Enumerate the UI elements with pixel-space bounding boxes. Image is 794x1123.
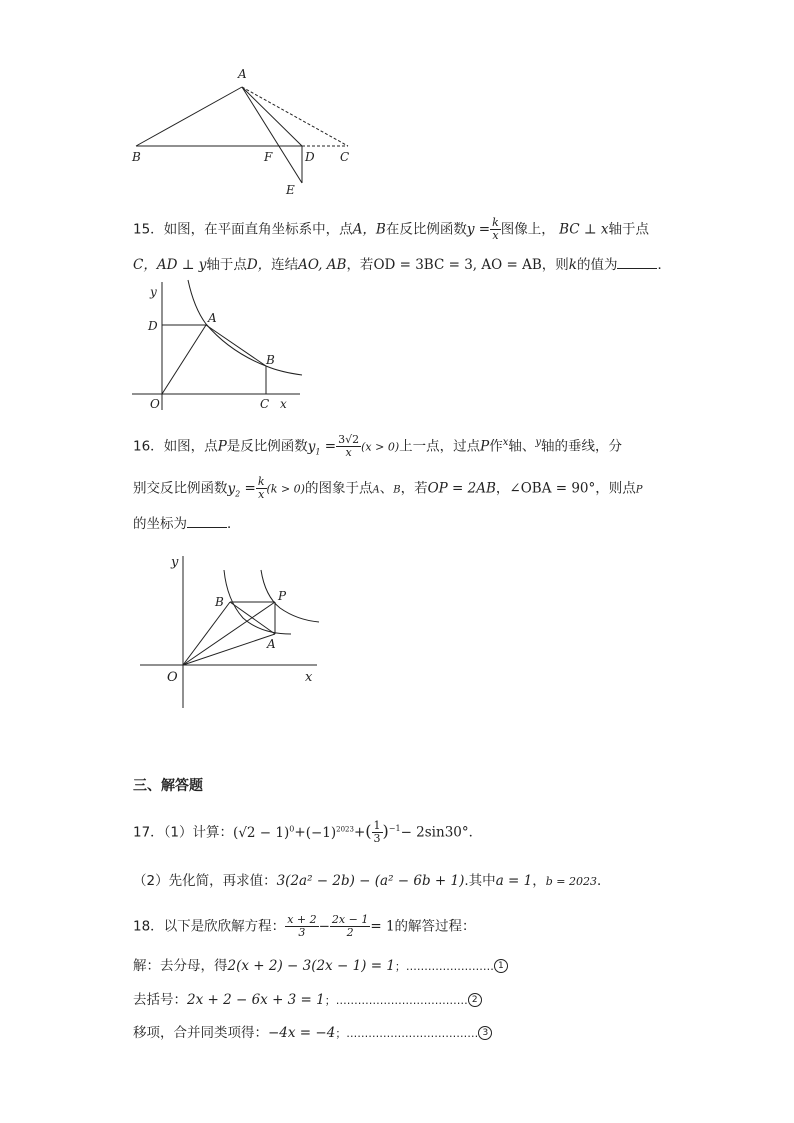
label-P: P — [278, 589, 287, 603]
q16-text: 、 — [379, 480, 394, 497]
q17-part2-text: .其中 — [464, 873, 496, 889]
q18-step1-label: 解：去分母，得 — [133, 958, 228, 974]
q17-part1 — [133, 820, 482, 845]
q16-text: 轴的垂线，分 — [541, 438, 623, 455]
label-E: E — [286, 183, 295, 197]
q18-step-3 — [133, 1024, 492, 1043]
segment-OB — [183, 602, 230, 665]
hyperbola-curve — [188, 280, 302, 375]
q15-answer-blank[interactable] — [617, 256, 657, 269]
q16-y1-var: y — [307, 438, 316, 455]
q18-intro — [133, 914, 476, 939]
q17-frac-den: 3 — [373, 832, 381, 845]
segment-AC-dashed — [242, 87, 348, 146]
figure-q16-coordinate — [135, 548, 325, 713]
q17-part2-text: ． — [596, 873, 611, 889]
q16-text: 上一点，过点 — [399, 438, 481, 455]
q16-frac2-num: k — [257, 475, 265, 488]
q17-part2-a: a = 1 — [495, 873, 533, 889]
label-y: y — [150, 285, 157, 299]
q16-text: 如图，点 — [163, 438, 218, 455]
q15-func-y: y = — [466, 221, 491, 238]
q16-line-3 — [133, 515, 241, 533]
q15-func-fraction — [490, 217, 501, 242]
q15-frac-den: x — [492, 229, 499, 242]
q17-tail: − 2sin30° — [400, 824, 469, 841]
q16-y2-sub: 2 — [235, 489, 241, 499]
q16-text: ，若 — [400, 480, 428, 497]
segment-AE — [242, 87, 302, 183]
q16-frac1 — [336, 434, 361, 459]
q16-angle-cond: ∠OBA = 90° — [509, 480, 596, 497]
q15-condition: OD = 3BC = 3, AO = AB — [373, 257, 542, 273]
q15-text: 在反比例函数 — [385, 221, 467, 238]
q15-text: ，若 — [346, 257, 374, 273]
q17-frac-term: ( — [365, 821, 372, 841]
q15-point-C: C， — [133, 257, 157, 273]
segment-OP — [183, 602, 275, 665]
q18-frac1-num: x + 2 — [287, 913, 317, 926]
q15-frac-num: k — [492, 216, 499, 229]
q18-step-1 — [133, 957, 508, 976]
q18-step2-dots: ；……………………………… — [324, 994, 468, 1007]
q18-frac1-den: 3 — [298, 926, 306, 939]
q16-cond2: (k > 0) — [266, 482, 305, 496]
figure-q14-triangle — [120, 60, 370, 200]
q17-neg-term — [306, 825, 354, 841]
q16-y2-var: y — [227, 480, 236, 497]
q18-step3-expr: −4x = −4 — [268, 1025, 336, 1041]
q18-step3-circle-number: 3 — [478, 1026, 492, 1040]
q17-exp0: 0 — [289, 824, 295, 833]
label-C: C — [260, 397, 270, 411]
label-B: B — [132, 150, 141, 164]
label-x: x — [280, 397, 287, 411]
segment-AB — [206, 325, 266, 366]
q15-point-D: D， — [246, 257, 272, 273]
q17-expm1: −1 — [388, 824, 401, 833]
section-title: 三、解答题 — [133, 778, 203, 794]
q15-k: k — [568, 257, 577, 273]
q18-frac2-num: 2x − 1 — [331, 913, 369, 926]
q17-part2-b: b = 2023 — [545, 875, 597, 888]
q16-text: ， — [495, 480, 510, 497]
q17-exp2023: 2023 — [336, 825, 354, 833]
q16-text: 的图象于点 — [304, 480, 373, 497]
segment-OA — [183, 634, 275, 665]
q17-part1-label: （1）计算： — [163, 824, 234, 841]
q16-point-P: P — [635, 484, 643, 496]
q15-text: 图像上， — [500, 221, 555, 238]
q17-end: ． — [468, 824, 483, 841]
label-x: x — [305, 670, 313, 685]
q17-frac-term-close: ) — [382, 821, 389, 841]
label-A: A — [208, 311, 217, 325]
q16-y-axis: y — [535, 437, 542, 448]
q18-frac2 — [330, 914, 370, 939]
q16-line-1 — [133, 434, 622, 461]
q18-step1-dots: ；…………………… — [394, 960, 494, 973]
q16-frac1-num: 3√2 — [338, 433, 360, 446]
q17-plus: + — [294, 824, 306, 841]
q18-step2-label: 去括号： — [133, 992, 187, 1008]
q15-text: 连结 — [271, 257, 299, 273]
q17-part2 — [133, 872, 610, 891]
label-A: A — [267, 637, 276, 651]
q15-text: 轴于点 — [608, 221, 649, 238]
q15-line-2 — [133, 256, 671, 274]
q16-point-B: B — [393, 484, 401, 496]
q16-y1 — [308, 439, 321, 455]
q17-number: 17． — [133, 824, 164, 841]
label-B: B — [266, 353, 275, 367]
q18-step1-circle-number: 1 — [494, 959, 508, 973]
q18-step3-dots: ；……………………………… — [335, 1027, 479, 1040]
q16-point-P: P — [480, 438, 490, 455]
q16-frac1-den: x — [345, 446, 352, 459]
hyperbola-y1 — [261, 570, 319, 622]
q15-number: 15． — [133, 221, 164, 238]
q16-y2 — [228, 481, 241, 497]
q17-frac-num: 1 — [373, 819, 381, 832]
q17-sqrt-expr: √2 − 1 — [238, 824, 284, 841]
q18-frac2-den: 2 — [346, 926, 354, 939]
label-y: y — [171, 555, 179, 570]
q16-text: 是反比例函数 — [226, 438, 308, 455]
q17-plus: + — [353, 824, 366, 841]
q16-answer-blank[interactable] — [187, 515, 227, 528]
label-O: O — [167, 670, 178, 685]
label-O: O — [150, 397, 160, 411]
label-A: A — [238, 67, 247, 81]
q15-text: ． — [657, 257, 671, 273]
q16-frac2 — [256, 476, 267, 501]
label-B: B — [215, 595, 224, 609]
q16-text: ，则点 — [595, 480, 636, 497]
q18-step1-expr: 2(x + 2) − 3(2x − 1) = 1 — [227, 958, 395, 974]
segment-AB — [136, 87, 242, 146]
q17-neg-base: (−1) — [305, 824, 337, 841]
label-D: D — [305, 150, 315, 164]
q16-x-axis: x — [502, 437, 509, 448]
q16-text: 的坐标为 — [133, 516, 187, 532]
q17-part2-text: ， — [532, 873, 546, 889]
q16-eq: = — [240, 480, 256, 497]
q16-number: 16． — [133, 438, 164, 455]
q17-frac — [372, 820, 383, 845]
q18-step-2 — [133, 991, 482, 1010]
q16-point-P: P — [217, 438, 227, 455]
q16-text: 别交反比例函数 — [133, 480, 228, 497]
q18-number: 18． — [133, 918, 164, 935]
q17-part2-label: （2）先化简，再求值： — [133, 873, 277, 889]
q15-line-1 — [133, 217, 649, 242]
q15-segments: AO, AB — [298, 257, 347, 273]
figure-q15-coordinate — [130, 278, 310, 413]
q16-op-cond: OP = 2AB — [427, 480, 496, 497]
q17-part2-expr: 3(2a² − 2b) − (a² − 6b + 1) — [276, 873, 465, 889]
q15-text: ，则 — [541, 257, 569, 273]
q17-sqrt-term: $(√2 - 1)^0$ — [233, 824, 295, 841]
q15-ad-perp: AD ⊥ y — [156, 257, 207, 273]
q15-text: 的值为 — [576, 257, 618, 273]
q18-text: 的解答过程： — [394, 918, 476, 935]
q16-text: 作 — [489, 438, 503, 455]
segment-AD — [242, 87, 302, 146]
q15-text: 如图，在平面直角坐标系中，点 — [163, 221, 353, 238]
q18-text: 以下是欣欣解方程： — [163, 918, 286, 935]
segment-OA — [162, 325, 206, 394]
q16-point-A: A — [372, 484, 380, 496]
q16-text: 轴、 — [508, 438, 536, 455]
q15-text: 轴于点 — [206, 257, 247, 273]
q18-eq1: = 1 — [370, 918, 395, 935]
q18-step3-label: 移项，合并同类项得： — [133, 1025, 268, 1041]
q16-cond1: (x > 0) — [361, 440, 400, 454]
q16-eq: = — [320, 438, 337, 455]
q18-minus: − — [318, 918, 330, 935]
q18-step2-circle-number: 2 — [468, 993, 482, 1007]
q16-y1-sub: 1 — [315, 447, 321, 457]
q18-step2-expr: 2x + 2 − 6x + 3 = 1 — [187, 992, 325, 1008]
q16-text: ． — [227, 516, 241, 532]
q15-bc-perp: BC ⊥ x — [559, 221, 609, 238]
q16-line-2 — [133, 476, 643, 503]
label-D: D — [148, 319, 158, 333]
label-C: C — [340, 150, 350, 164]
label-F: F — [264, 150, 273, 164]
q16-frac2-den: x — [258, 488, 265, 501]
q18-frac1 — [285, 914, 318, 939]
q15-points: A，B — [352, 221, 386, 238]
